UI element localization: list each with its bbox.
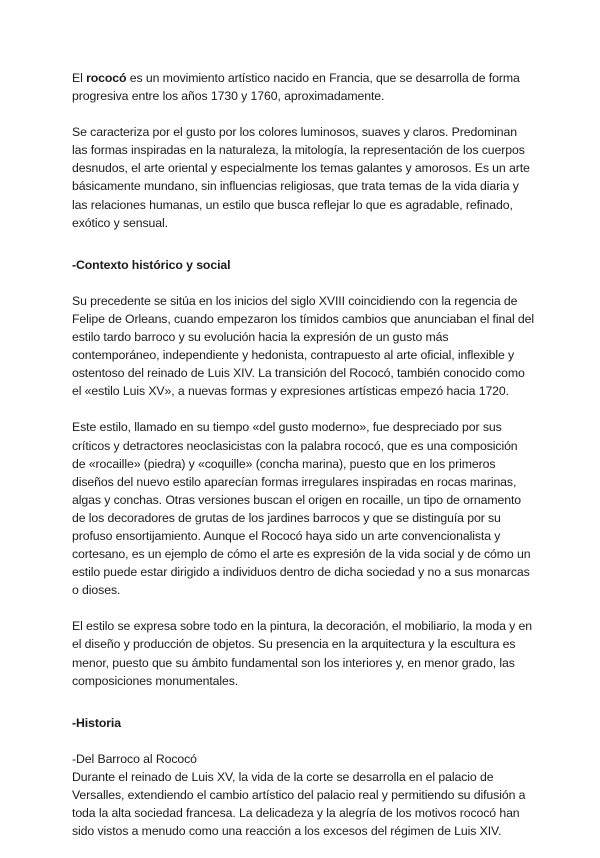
intro-text-start: El	[72, 71, 87, 85]
section-heading-contexto: -Contexto histórico y social	[72, 257, 231, 272]
rococo-term: rococó	[86, 71, 127, 85]
contexto-paragraph-1: Su precedente se sitúa en los inicios del siglo XVIII coincidiendo con la regencia de Felipe de Orleans, cuando empezaron los tímidos cambios que anunciaban el final del estilo tardo barroco y su evolución hacia la expresión de un gusto más contemporáneo, independiente y hedonista, contrapuesto al arte oficial, inflexible y ostentoso del reinado de Luis XIV. La transición del Rococó, también conocido como el «estilo Luis XV», a nuevas formas y expresiones artísticas empezó hacia 1720.	[72, 293, 534, 399]
document-body	[72, 69, 534, 858]
intro-paragraph-1	[72, 69, 534, 105]
contexto-paragraph-2: Este estilo, llamado en su tiempo «del gusto moderno», fue despreciado por sus críticos y detractores neoclasicistas con la palabra rococó, que es una composición de «rocaille» (piedra) y «coquille» (concha marina), puesto que en los primeros diseños del nuevo estilo aparecían formas irregulares inspiradas en rocas marinas, algas y conchas. Otras versiones buscan el origen en rocaille, un tipo de ornamento de los decoradores de grutas de los jardines barrocos y que se distinguía por su profuso ensortijamiento. Aunque el Rococó haya sido un arte convencionalista y cortesano, es un ejemplo de cómo el arte es expresión de la vida social y de cómo un estilo puede estar dirigido a individuos dentro de dicha sociedad y no a sus monarcas o dioses.	[72, 420, 531, 598]
subsection-heading-barroco-rococo: -Del Barroco al Rococó	[72, 751, 197, 766]
intro-text-end: es un movimiento artístico nacido en Francia, que se desarrolla de forma progresiva entre los años 1730 y 1760, aproximadamente.	[72, 71, 520, 104]
section-heading-historia: -Historia	[72, 715, 121, 730]
contexto-paragraph-3: El estilo se expresa sobre todo en la pintura, la decoración, el mobiliario, la moda y en el diseño y producción de objetos. Su presencia en la arquitectura y la escultura es menor, puesto que su ámbito fundamental son los interiores y, en menor grado, las composiciones monumentales.	[72, 619, 533, 688]
intro-paragraph-2: Se caracteriza por el gusto por los colores luminosos, suaves y claros. Predominan las formas inspiradas en la naturaleza, la mitología, la representación de los cuerpos desnudos, el arte oriental y especialmente los temas galantes y amorosos. Es un arte básicamente mundano, sin influencias religiosas, que trata temas de la vida diaria y las relaciones humanas, un estilo que busca reflejar lo que es agradable, refinado, exótico y sensual.	[72, 125, 530, 230]
historia-text: Durante el reinado de Luis XV, la vida de la corte se desarrolla en el palacio de Versalles, extendiendo el cambio artístico del palacio real y permitiendo su difusión a toda la alta sociedad francesa. La delicadeza y la alegría de los motivos rococó han sido vistos a menudo como una reacción a los excesos del régimen de Luis XIV.	[72, 769, 526, 839]
historia-paragraph-1	[72, 750, 534, 840]
